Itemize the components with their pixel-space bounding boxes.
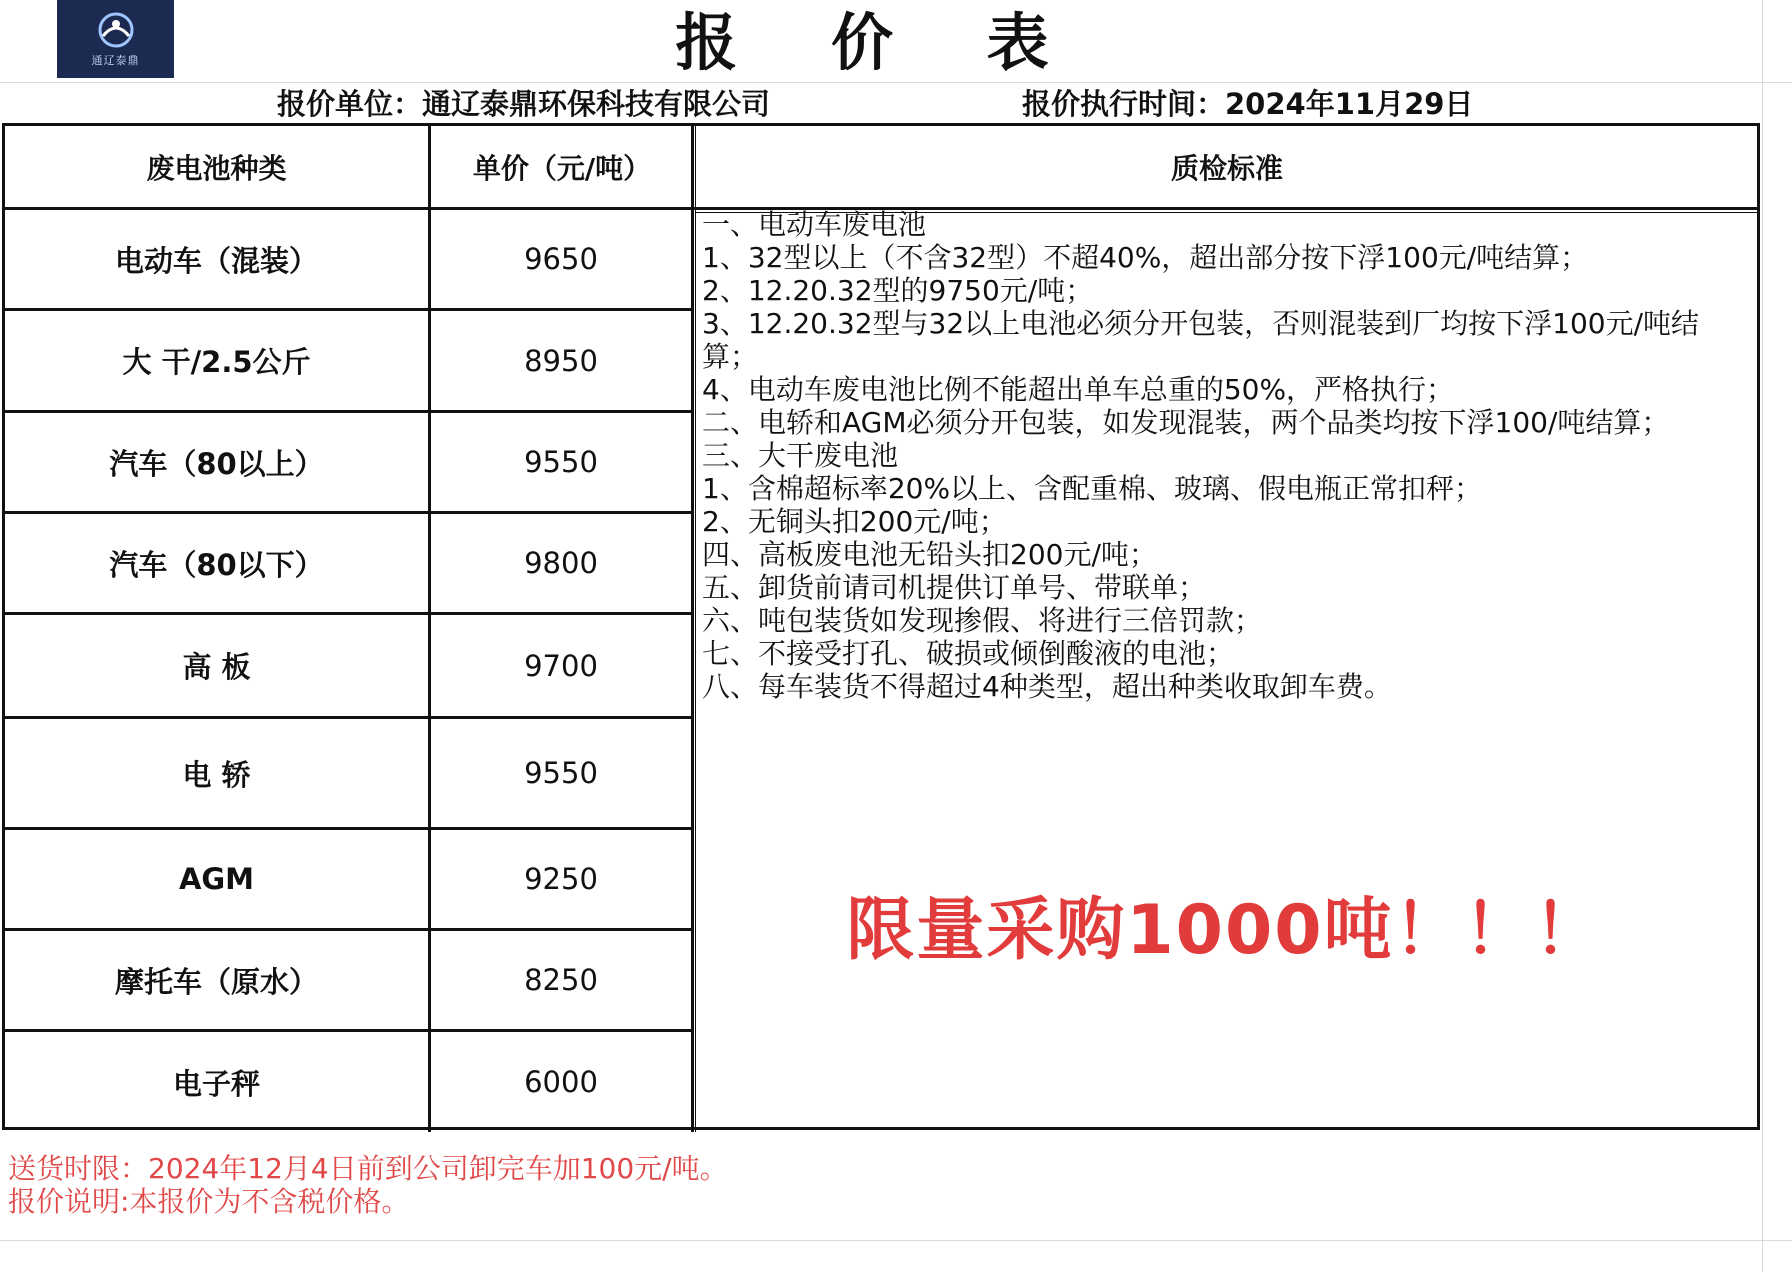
row-price-cell: 9250 (524, 862, 598, 896)
row-type-cell: AGM (178, 862, 255, 896)
date-label: 报价执行时间：2024年11月29日 (1022, 87, 1474, 121)
row-price-cell: 9550 (524, 445, 598, 479)
quality-line: 一、电动车废电池 (702, 208, 927, 241)
row-price-cell: 9650 (524, 242, 598, 276)
row-type-cell: 摩托车（原水） (114, 964, 318, 999)
row-price-cell: 9550 (524, 756, 598, 790)
quality-line: 五、卸货前请司机提供订单号、带联单； (702, 571, 1207, 604)
row-type-cell: 高 板 (182, 650, 251, 684)
quality-line: 2、12.20.32型的9750元/吨； (702, 274, 1094, 307)
page-title: 报 价 表 (675, 6, 1085, 79)
row-price-cell: 9800 (524, 546, 598, 580)
price-table (2, 123, 1760, 1130)
column-header-type: 废电池种类 (146, 152, 287, 185)
grid-line (0, 1240, 1792, 1241)
grid-line (0, 82, 1792, 83)
row-type-cell: 汽车（80以上） (109, 446, 324, 481)
quality-line: 七、不接受打孔、破损或倾倒酸液的电池； (702, 637, 1235, 670)
row-type-cell: 电动车（混装） (114, 243, 318, 278)
quality-line: 4、电动车废电池比例不能超出单车总重的50%，严格执行； (702, 373, 1455, 406)
tax-note: 报价说明:本报价为不含税价格。 (8, 1185, 410, 1218)
quality-line: 3、12.20.32型与32以上电池必须分开包装，否则混装到厂均按下浮100元/吨结算； (702, 307, 1700, 373)
row-price-cell: 8950 (524, 343, 598, 378)
column-header-quality: 质检标准 (1170, 152, 1283, 185)
row-price-cell: 6000 (524, 1065, 598, 1099)
row-type-cell: 汽车（80以下） (109, 547, 324, 582)
quality-line: 1、32型以上（不含32型）不超40%，超出部分按下浮100元/吨结算； (702, 241, 1589, 274)
row-price-cell: 9700 (524, 648, 598, 683)
company-label: 报价单位：通辽泰鼎环保科技有限公司 (277, 87, 771, 121)
column-header-price: 单价（元/吨） (472, 152, 652, 185)
promo-banner: 限量采购1000吨！！！ (846, 891, 1604, 970)
row-price-cell: 8250 (524, 963, 598, 997)
quality-line: 六、吨包装货如发现掺假、将进行三倍罚款； (702, 604, 1263, 637)
row-type-cell: 大 干/2.5公斤 (122, 345, 311, 379)
quality-line: 二、电轿和AGM必须分开包装，如发现混装，两个品类均按下浮100/吨结算； (702, 406, 1670, 439)
delivery-deadline-note: 送货时限：2024年12月4日前到公司卸完车加100元/吨。 (8, 1152, 728, 1185)
quality-line: 八、每车装货不得超过4种类型，超出种类收取卸车费。 (702, 670, 1392, 703)
quality-line: 1、含棉超标率20%以上、含配重棉、玻璃、假电瓶正常扣秤； (702, 472, 1483, 505)
footer-notes (8, 1152, 728, 1218)
row-type-cell: 电子秤 (172, 1066, 260, 1101)
column-divider (691, 126, 694, 1132)
grid-line (1762, 0, 1763, 1272)
quality-line: 三、大干废电池 (702, 439, 899, 472)
column-divider (695, 126, 696, 1132)
logo-text: 通辽泰鼎 (91, 54, 140, 67)
quality-line: 2、无铜头扣200元/吨； (702, 505, 1007, 538)
quality-line: 四、高板废电池无铅头扣200元/吨； (702, 538, 1157, 571)
quality-standards (700, 208, 1750, 703)
row-type-cell: 电 轿 (182, 757, 251, 792)
